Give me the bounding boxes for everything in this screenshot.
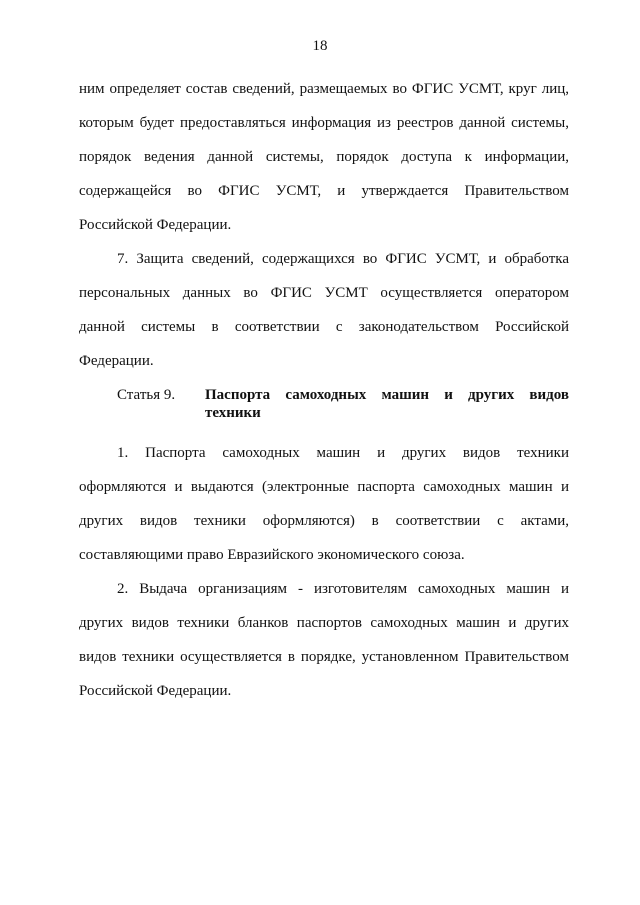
paragraph-article-9-2 bbox=[79, 578, 569, 714]
text-line: 1. Паспорта самоходных машин и других видов техники bbox=[117, 445, 569, 461]
paragraph-continuation bbox=[79, 78, 569, 248]
text-line: порядок ведения данной системы, порядок доступа к информации, bbox=[79, 149, 569, 165]
text-line: видов техники осуществляется в порядке, установленном Правительством bbox=[79, 649, 569, 665]
text-line: составляющими право Евразийского экономического союза. bbox=[79, 547, 465, 563]
article-title-line: Паспорта самоходных машин и других видов bbox=[205, 387, 569, 403]
text-line: Российской Федерации. bbox=[79, 217, 232, 233]
text-line: оформляются и выдаются (электронные паспорта самоходных машин и bbox=[79, 479, 569, 495]
text-line: содержащейся во ФГИС УСМТ, и утверждается Правительством bbox=[79, 183, 569, 199]
article-heading bbox=[79, 384, 569, 442]
text-line: 7. Защита сведений, содержащихся во ФГИС УСМТ, и обработка bbox=[117, 251, 569, 267]
article-title bbox=[205, 384, 569, 442]
document-body bbox=[79, 78, 569, 714]
text-line: персональных данных во ФГИС УСМТ осуществляется оператором bbox=[79, 285, 569, 301]
text-line: данной системы в соответствии с законодательством Российской bbox=[79, 319, 569, 335]
page-number: 18 bbox=[312, 38, 328, 54]
paragraph-article-9-1 bbox=[79, 442, 569, 578]
text-line: 2. Выдача организациям - изготовителям самоходных машин и bbox=[117, 581, 569, 597]
text-line: Российской Федерации. bbox=[79, 683, 232, 699]
text-line: ним определяет состав сведений, размещаемых во ФГИС УСМТ, круг лиц, bbox=[79, 81, 569, 97]
text-line: Федерации. bbox=[79, 353, 154, 369]
article-label: Статья 9. bbox=[117, 387, 176, 403]
text-line: других видов техники оформляются) в соответствии с актами, bbox=[79, 513, 569, 529]
paragraph-7 bbox=[79, 248, 569, 384]
text-line: других видов техники бланков паспортов самоходных машин и других bbox=[79, 615, 569, 631]
text-line: которым будет предоставляться информация из реестров данной системы, bbox=[79, 115, 569, 131]
article-title-line: техники bbox=[205, 405, 261, 421]
